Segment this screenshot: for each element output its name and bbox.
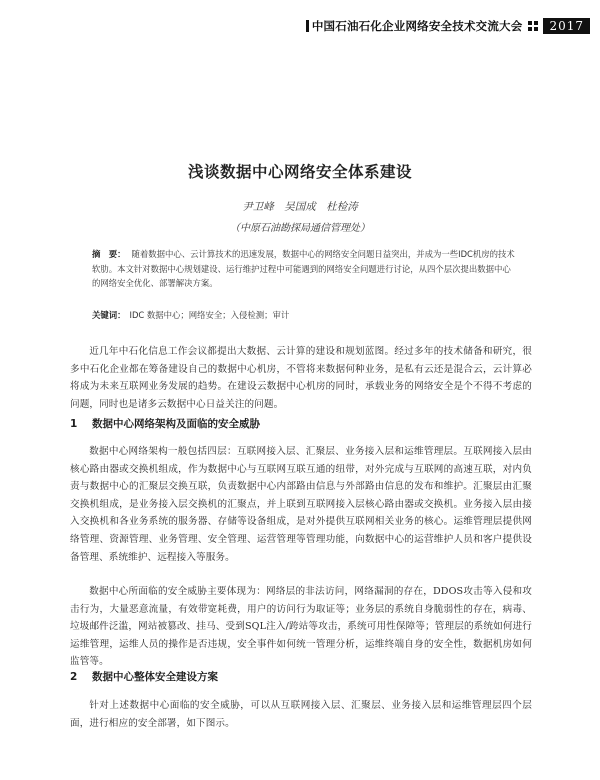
running-header bbox=[280, 14, 590, 38]
keywords-text: IDC 数据中心；网络安全；入侵检测；审计 bbox=[129, 310, 290, 320]
solution-paragraph: 针对上述数据中心面临的安全威胁，可以从互联网接入层、汇聚层、业务接入层和运维管理层四个层面，进行相应的安全部署，如下图示。 bbox=[70, 700, 532, 729]
section-2-heading bbox=[70, 669, 218, 684]
intro-paragraph: 近几年中石化信息工作会议都提出大数据、云计算的建设和规划蓝图。经过多年的技术储备和研究，很多中石化企业都在筹备建设自己的数据中心机房，不管将来数据何种业务，是私有云还是混合云，云计算必将成为未来互联网业务发展的趋势。在建设云数据中心机房的同时，承载业务的网络安全是个不得不考虑的问题，同时也是诸多云数据中心日益关注的问题。 bbox=[70, 346, 532, 410]
section-1-title: 数据中心网络架构及面临的安全威胁 bbox=[92, 418, 260, 430]
architecture-paragraph: 数据中心网络架构一般包括四层：互联网接入层、汇聚层、业务接入层和运维管理层。互联网接入层由核心路由器或交换机组成，作为数据中心与互联网互联互通的纽带，对外完成与互联网的高速互联，对内负责与数据中心的汇聚层交换互联，负责数据中心内部路由信息与外部路由信息的发布和维护。汇聚层由汇聚交换机组成，是业务接入层交换机的汇聚点，并上联到互联网接入层核心路由器或交换机。业务接入层由接入交换机和各业务系统的服务器、存储等设备组成，是对外提供互联网相关业务的核心。运维管理层提供网络管理、资源管理、业务管理、安全管理、运营管理等管理功能，向数据中心的运营维护人员和客户提供设备管理、系统维护、远程接入等服务。 bbox=[70, 446, 532, 563]
section-1-number: 1 bbox=[70, 418, 78, 430]
header-bar-mark bbox=[306, 20, 309, 32]
paper-authors: 尹卫峰 吴国成 杜检涛 bbox=[242, 201, 358, 213]
conference-year: 2017 bbox=[543, 18, 590, 34]
section-2-number: 2 bbox=[70, 671, 78, 683]
header-dots-icon bbox=[528, 21, 538, 31]
section-1-heading bbox=[70, 416, 260, 431]
threats-paragraph: 数据中心所面临的安全威胁主要体现为：网络层的非法访问，网络漏洞的存在，DDOS攻击等入侵和攻击行为，大量恶意流量，有效带宽耗费，用户的访问行为取证等；业务层的系统自身脆弱性的存在，病毒、垃圾邮件泛滥，网站被篡改、挂马、受到SQL注入/跨站等攻击，系统可用性保障等；管理层的系统如何进行运维管理，运维人员的操作是否违规，安全事件如何统一管理分析，运维终端自身的安全性，数据机房如何监管等。 bbox=[70, 586, 532, 668]
section-2-title: 数据中心整体安全建设方案 bbox=[92, 671, 218, 683]
abstract-text: 随着数据中心、云计算技术的迅速发展，数据中心的网络安全问题日益突出，并成为一些IDC机房的技术软肋。本文针对数据中心规划建设、运行维护过程中可能遇到的网络安全问题进行讨论，从四个层次提出数据中心的网络安全优化、部署解决方案。 bbox=[92, 249, 515, 288]
keywords-label: 关键词： bbox=[92, 310, 126, 320]
paper-title: 浅谈数据中心网络安全体系建设 bbox=[187, 163, 412, 181]
conference-title: 中国石油石化企业网络安全技术交流大会 bbox=[311, 19, 523, 33]
abstract-label: 摘 要： bbox=[92, 249, 126, 259]
keywords bbox=[92, 308, 518, 322]
abstract bbox=[92, 247, 518, 291]
paper-affiliation: （中原石油勘探局通信管理处） bbox=[230, 223, 370, 234]
